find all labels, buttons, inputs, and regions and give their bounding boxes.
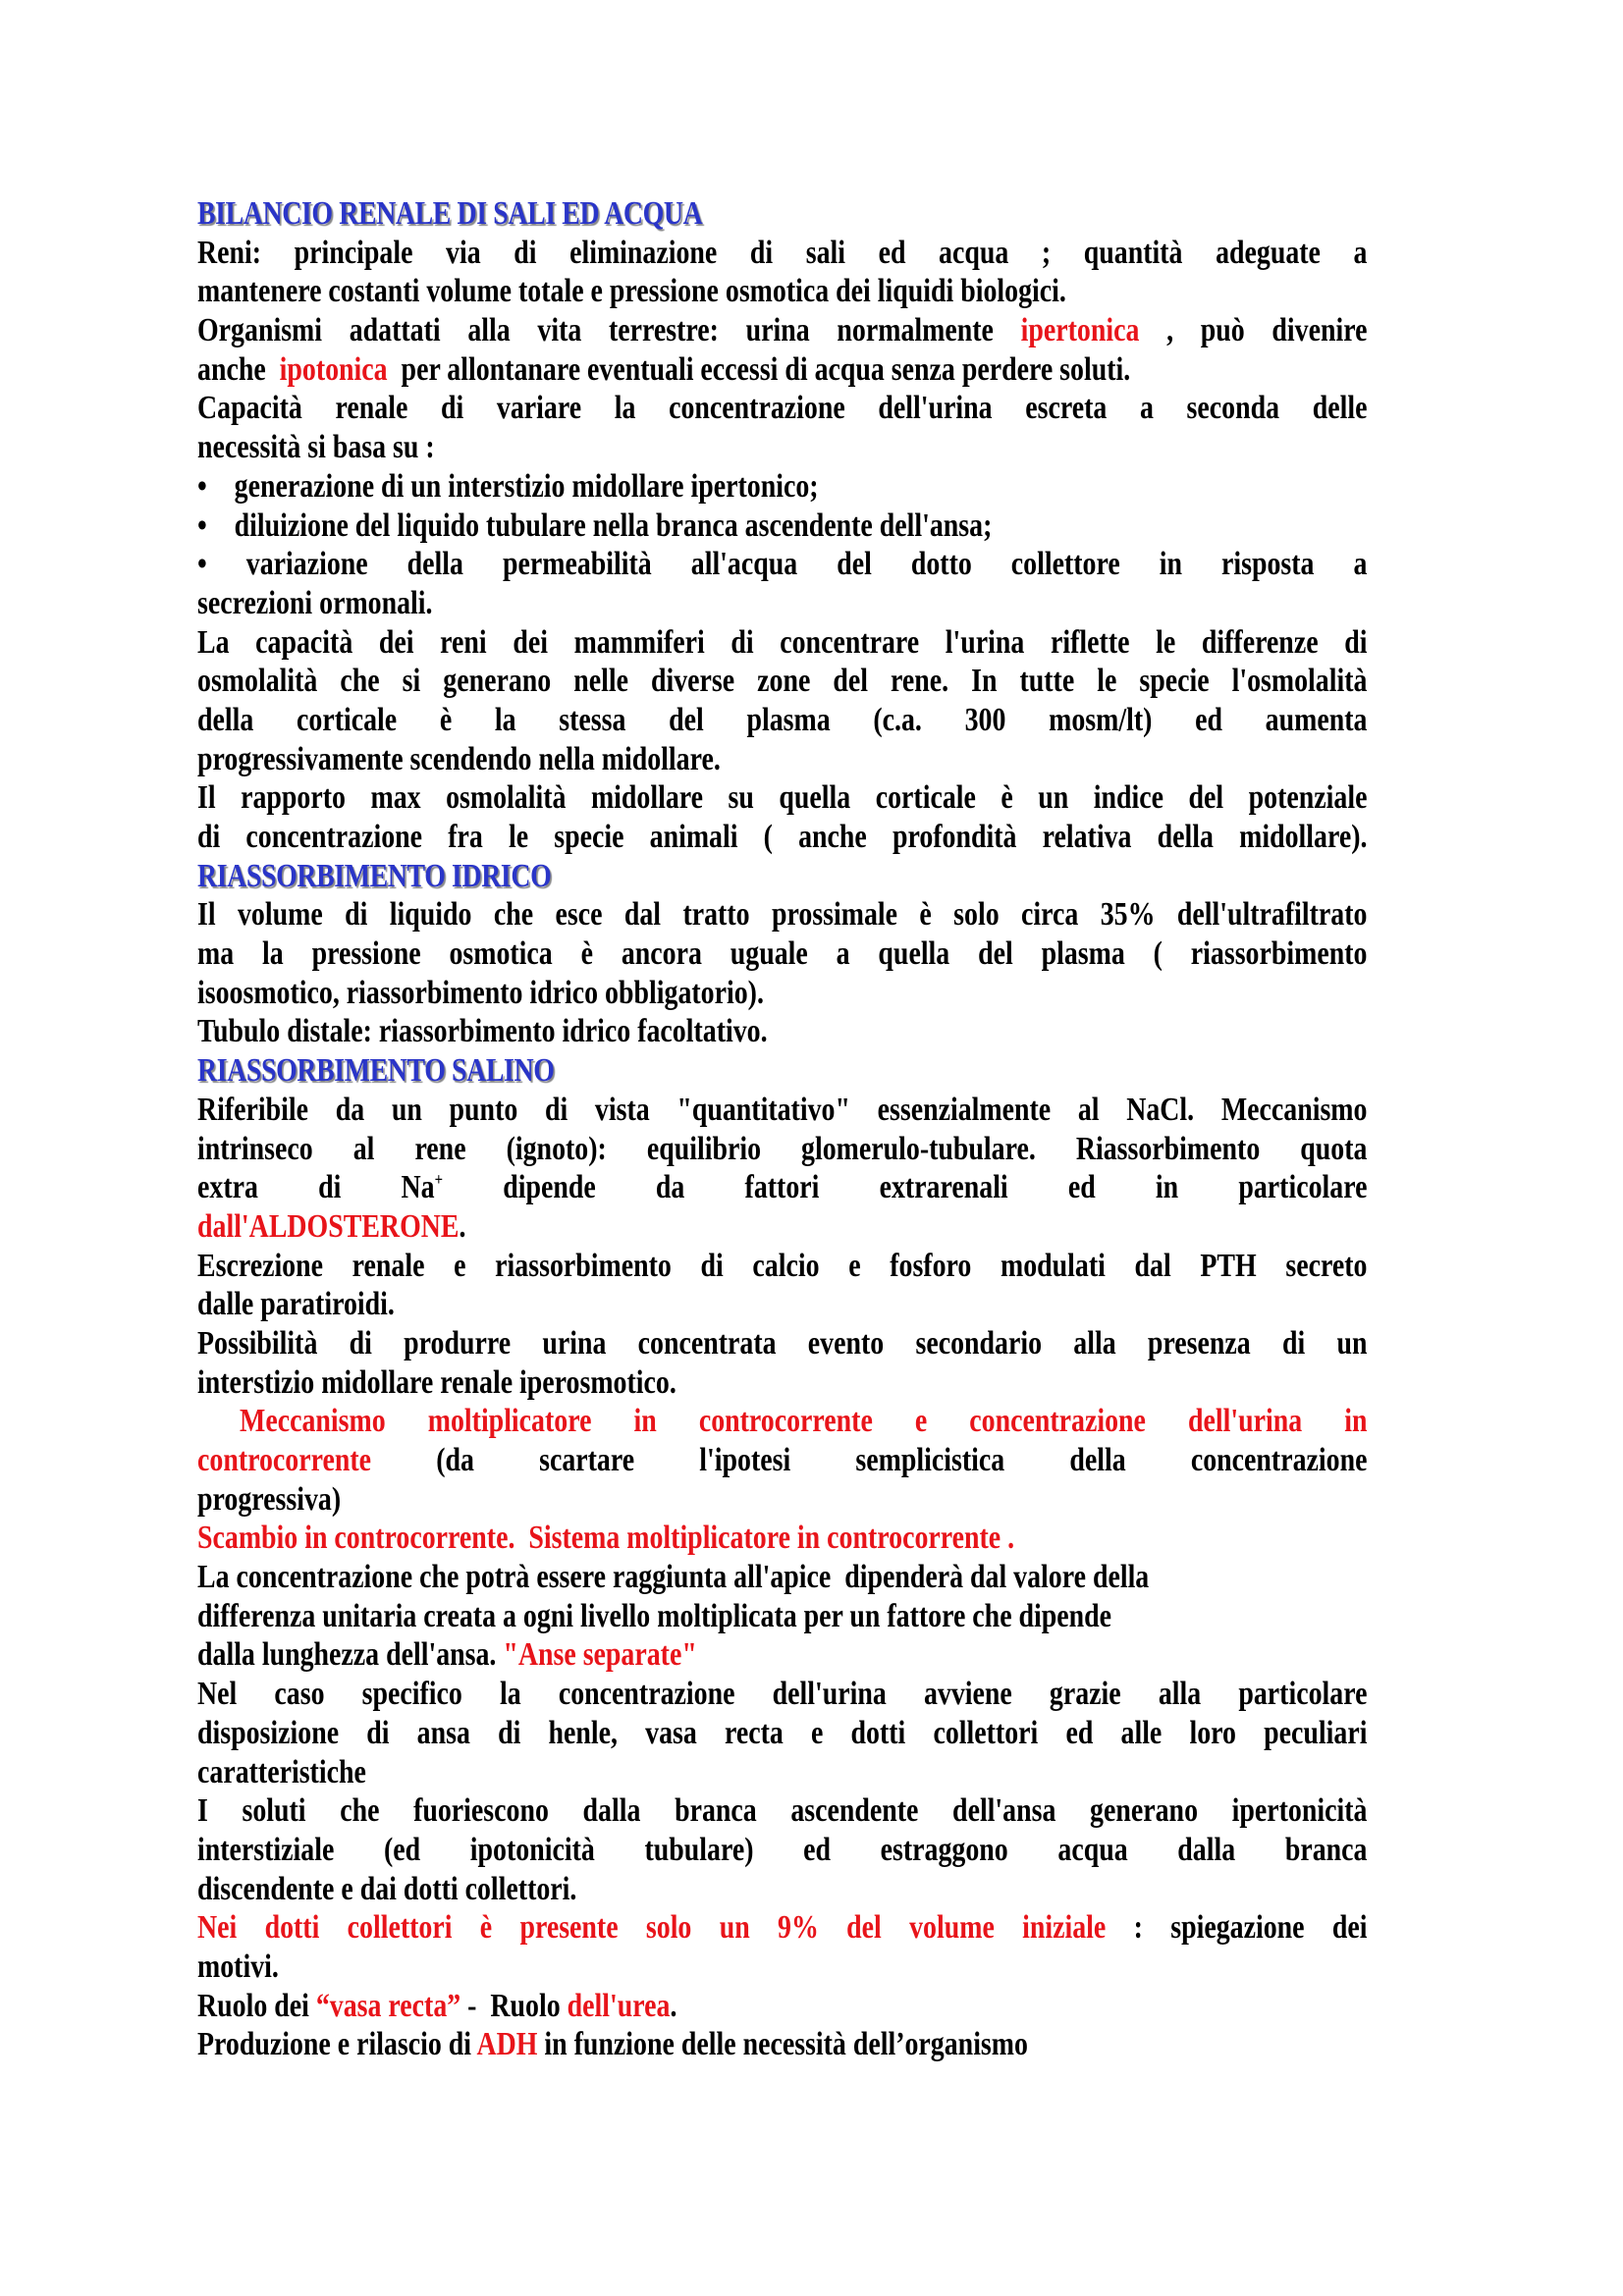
line-content <box>197 389 1367 428</box>
text-line <box>197 1324 1368 1363</box>
text-segment: RIASSORBIMENTO SALINO <box>197 1052 555 1090</box>
text-segment: intrinseco al rene (ignoto): equilibrio glomerulo-tubulare. Riassorbimento quota <box>197 1130 1368 1167</box>
text-line <box>197 1012 1368 1051</box>
line-content <box>197 194 1367 234</box>
line-content <box>197 740 1367 779</box>
highlighted-text: ipertonica <box>1020 312 1140 349</box>
line-content <box>197 818 1367 857</box>
text-segment: Ruolo dei <box>197 1987 316 2024</box>
line-content <box>197 1247 1367 1286</box>
text-segment: progressivamente scendendo nella midollare. <box>197 740 721 777</box>
text-line <box>197 1635 1368 1675</box>
text-segment: ma la pressione osmotica è ancora uguale a quella del plasma ( riassorbimento <box>197 935 1368 973</box>
text-line <box>197 974 1368 1013</box>
text-segment: RIASSORBIMENTO IDRICO <box>197 857 552 894</box>
highlighted-text: ADH <box>476 2026 538 2063</box>
text-segment: Reni: principale via di eliminazione di sali ed acqua ; quantità adeguate a <box>197 234 1368 271</box>
text-segment: La capacità dei reni dei mammiferi di concentrare l'urina riflette le differenze di <box>197 623 1368 661</box>
text-line <box>197 272 1368 311</box>
line-content <box>197 1597 1367 1636</box>
line-content <box>197 857 1367 896</box>
text-line <box>197 1519 1368 1558</box>
text-segment: Capacità renale di variare la concentrazione dell'urina escreta a seconda delle <box>197 390 1368 427</box>
text-line <box>197 389 1368 428</box>
text-line <box>197 1285 1368 1324</box>
line-content <box>197 1168 1367 1207</box>
text-segment: osmolalità che si generano nelle diverse zone del rene. In tutte le specie l'osmolalità <box>197 663 1368 700</box>
text-line <box>197 1791 1368 1831</box>
highlighted-text: dell'urea <box>567 1987 671 2024</box>
line-content <box>197 1051 1367 1091</box>
text-line <box>197 778 1368 818</box>
text-line <box>197 1558 1368 1597</box>
line-content <box>197 895 1367 934</box>
text-segment: in funzione delle necessità dell’organismo <box>537 2026 1028 2063</box>
line-content <box>197 1714 1367 1753</box>
line-content <box>197 1831 1367 1870</box>
text-segment: : spiegazione dei <box>1106 1909 1368 1947</box>
line-content <box>197 545 1367 584</box>
line-content <box>197 1091 1367 1130</box>
line-content <box>197 1207 1367 1247</box>
text-segment: • diluizione del liquido tubulare nella branca ascendente dell'ansa; <box>197 507 993 544</box>
text-segment: discendente e dai dotti collettori. <box>197 1870 577 1907</box>
text-segment: dipende da fattori extrarenali ed in particolare <box>443 1169 1368 1206</box>
text-line <box>197 1402 1368 1441</box>
text-segment: motivi. <box>197 1948 279 1985</box>
text-line <box>197 701 1368 740</box>
text-line <box>197 1948 1368 1987</box>
text-line <box>197 623 1368 663</box>
text-line <box>197 1441 1368 1480</box>
text-segment: , può divenire <box>1139 312 1368 349</box>
text-segment: caratteristiche <box>197 1753 366 1790</box>
text-line <box>197 1207 1368 1247</box>
text-segment: progressiva) <box>197 1480 342 1518</box>
line-content <box>197 934 1367 974</box>
line-content <box>197 1908 1367 1948</box>
text-segment: mantenere costanti volume totale e pressione osmotica dei liquidi biologici. <box>197 273 1066 310</box>
line-content <box>197 428 1367 467</box>
text-segment: extra di Na <box>197 1169 435 1206</box>
text-line <box>197 1987 1368 2026</box>
text-segment: Organismi adattati alla vita terrestre: urina normalmente <box>197 312 1021 349</box>
text-segment: Il rapporto max osmolalità midollare su quella corticale è un indice del potenziale <box>197 779 1368 817</box>
line-content <box>197 1012 1367 1051</box>
highlighted-text: “vasa recta” <box>315 1987 461 2024</box>
text-segment: BILANCIO RENALE DI SALI ED ACQUA <box>197 195 703 232</box>
line-content <box>197 974 1367 1013</box>
line-content <box>197 311 1367 350</box>
line-content <box>197 234 1367 273</box>
text-segment: per allontanare eventuali eccessi di acqua senza perdere soluti. <box>387 350 1131 388</box>
highlighted-text: Nei dotti collettori è presente solo un 9% del volume iniziale <box>197 1909 1107 1947</box>
text-line <box>197 2025 1368 2064</box>
text-line <box>197 1597 1368 1636</box>
text-line <box>197 584 1368 623</box>
line-content <box>197 1324 1367 1363</box>
line-content <box>197 1441 1367 1480</box>
line-content <box>197 2025 1367 2064</box>
line-content <box>197 467 1367 507</box>
line-content <box>197 1753 1367 1792</box>
line-content <box>197 1285 1367 1324</box>
text-line <box>197 1753 1368 1792</box>
text-segment: Possibilità di produrre urina concentrata evento secondario alla presenza di un <box>197 1324 1368 1362</box>
line-content <box>197 1870 1367 1909</box>
text-line <box>197 234 1368 273</box>
line-content <box>197 1675 1367 1714</box>
text-segment: (da scartare l'ipotesi semplicistica della concentrazione <box>371 1442 1368 1478</box>
highlighted-text: dall'ALDOSTERONE <box>197 1207 460 1245</box>
text-line <box>197 1480 1368 1520</box>
line-content <box>197 1987 1367 2026</box>
highlighted-text: Meccanismo moltiplicatore in controcorrente e concentrazione dell'urina in <box>197 1403 1368 1440</box>
text-segment: differenza unitaria creata a ogni livello moltiplicata per un fattore che dipende <box>197 1597 1112 1634</box>
text-line <box>197 818 1368 857</box>
line-content <box>197 584 1367 623</box>
highlighted-text: controcorrente <box>197 1442 372 1478</box>
highlighted-text: ipotonica <box>279 350 388 388</box>
text-segment: di concentrazione fra le specie animali ( anche profondità relativa della midollare). <box>197 819 1368 855</box>
line-content <box>197 1791 1367 1831</box>
line-content <box>197 507 1367 546</box>
text-line <box>197 545 1368 584</box>
text-line <box>197 1247 1368 1286</box>
line-content <box>197 350 1367 390</box>
text-segment: - Ruolo <box>460 1987 568 2024</box>
text-line <box>197 507 1368 546</box>
line-content <box>197 778 1367 818</box>
text-segment: I soluti che fuoriescono dalla branca ascendente dell'ansa generano ipertonicità <box>197 1792 1368 1830</box>
text-segment: isoosmotico, riassorbimento idrico obbligatorio). <box>197 974 764 1011</box>
text-line <box>197 1091 1368 1130</box>
text-segment: Tubulo distale: riassorbimento idrico facoltativo. <box>197 1013 768 1050</box>
text-segment: Produzione e rilascio di <box>197 2026 477 2063</box>
line-content <box>197 1480 1367 1520</box>
text-line <box>197 311 1368 350</box>
text-segment: Nel caso specifico la concentrazione dell'urina avviene grazie alla particolare <box>197 1676 1368 1713</box>
text-segment: secrezioni ormonali. <box>197 584 433 621</box>
text-segment: Escrezione renale e riassorbimento di calcio e fosforo modulati dal PTH secreto <box>197 1247 1368 1284</box>
text-line <box>197 1908 1368 1948</box>
text-line <box>197 934 1368 974</box>
line-content <box>197 1363 1367 1403</box>
highlighted-text: Scambio in controcorrente. Sistema moltiplicatore in controcorrente . <box>197 1520 1015 1557</box>
text-segment: anche <box>197 350 280 388</box>
text-line <box>197 1831 1368 1870</box>
text-segment: . <box>670 1987 677 2024</box>
text-line <box>197 467 1368 507</box>
text-segment: • generazione di un interstizio midollare ipertonico; <box>197 467 819 505</box>
document-body <box>197 194 1368 2064</box>
line-content <box>197 701 1367 740</box>
text-line <box>197 1675 1368 1714</box>
text-segment: dalle paratiroidi. <box>197 1286 395 1323</box>
text-line <box>197 1168 1368 1207</box>
text-line <box>197 662 1368 701</box>
line-content <box>197 1948 1367 1987</box>
line-content <box>197 1558 1367 1597</box>
text-segment: della corticale è la stessa del plasma (c.a. 300 mosm/lt) ed aumenta <box>197 701 1368 738</box>
line-content <box>197 623 1367 663</box>
section-heading <box>197 194 1368 234</box>
text-segment: interstiziale (ed ipotonicità tubulare) ed estraggono acqua dalla branca <box>197 1831 1368 1868</box>
text-segment: Riferibile da un punto di vista "quantitativo" essenzialmente al NaCl. Meccanismo <box>197 1091 1368 1128</box>
line-content <box>197 272 1367 311</box>
text-line <box>197 428 1368 467</box>
text-line <box>197 740 1368 779</box>
line-content <box>197 1402 1367 1441</box>
text-line <box>197 1363 1368 1403</box>
line-content <box>197 1519 1367 1558</box>
text-segment: necessità si basa su : <box>197 429 435 466</box>
line-content <box>197 1635 1367 1675</box>
text-segment: interstizio midollare renale iperosmotico. <box>197 1363 676 1401</box>
text-line <box>197 350 1368 390</box>
text-segment: La concentrazione che potrà essere raggiunta all'apice dipenderà dal valore della <box>197 1559 1150 1596</box>
text-line <box>197 1870 1368 1909</box>
line-content <box>197 662 1367 701</box>
text-line <box>197 895 1368 934</box>
section-heading <box>197 857 1368 896</box>
superscript: + <box>434 1169 444 1190</box>
text-segment: . <box>459 1207 466 1245</box>
text-segment: Il volume di liquido che esce dal tratto prossimale è solo circa 35% dell'ultrafiltrato <box>197 896 1368 934</box>
line-content <box>197 1130 1367 1169</box>
section-heading <box>197 1051 1368 1091</box>
text-line <box>197 1130 1368 1169</box>
text-line <box>197 1714 1368 1753</box>
text-segment: disposizione di ansa di henle, vasa recta e dotti collettori ed alle loro peculiari <box>197 1714 1368 1751</box>
text-segment: • variazione della permeabilità all'acqua del dotto collettore in risposta a <box>197 546 1368 583</box>
highlighted-text: "Anse separate" <box>503 1636 697 1674</box>
text-segment: dalla lunghezza dell'ansa. <box>197 1636 504 1674</box>
